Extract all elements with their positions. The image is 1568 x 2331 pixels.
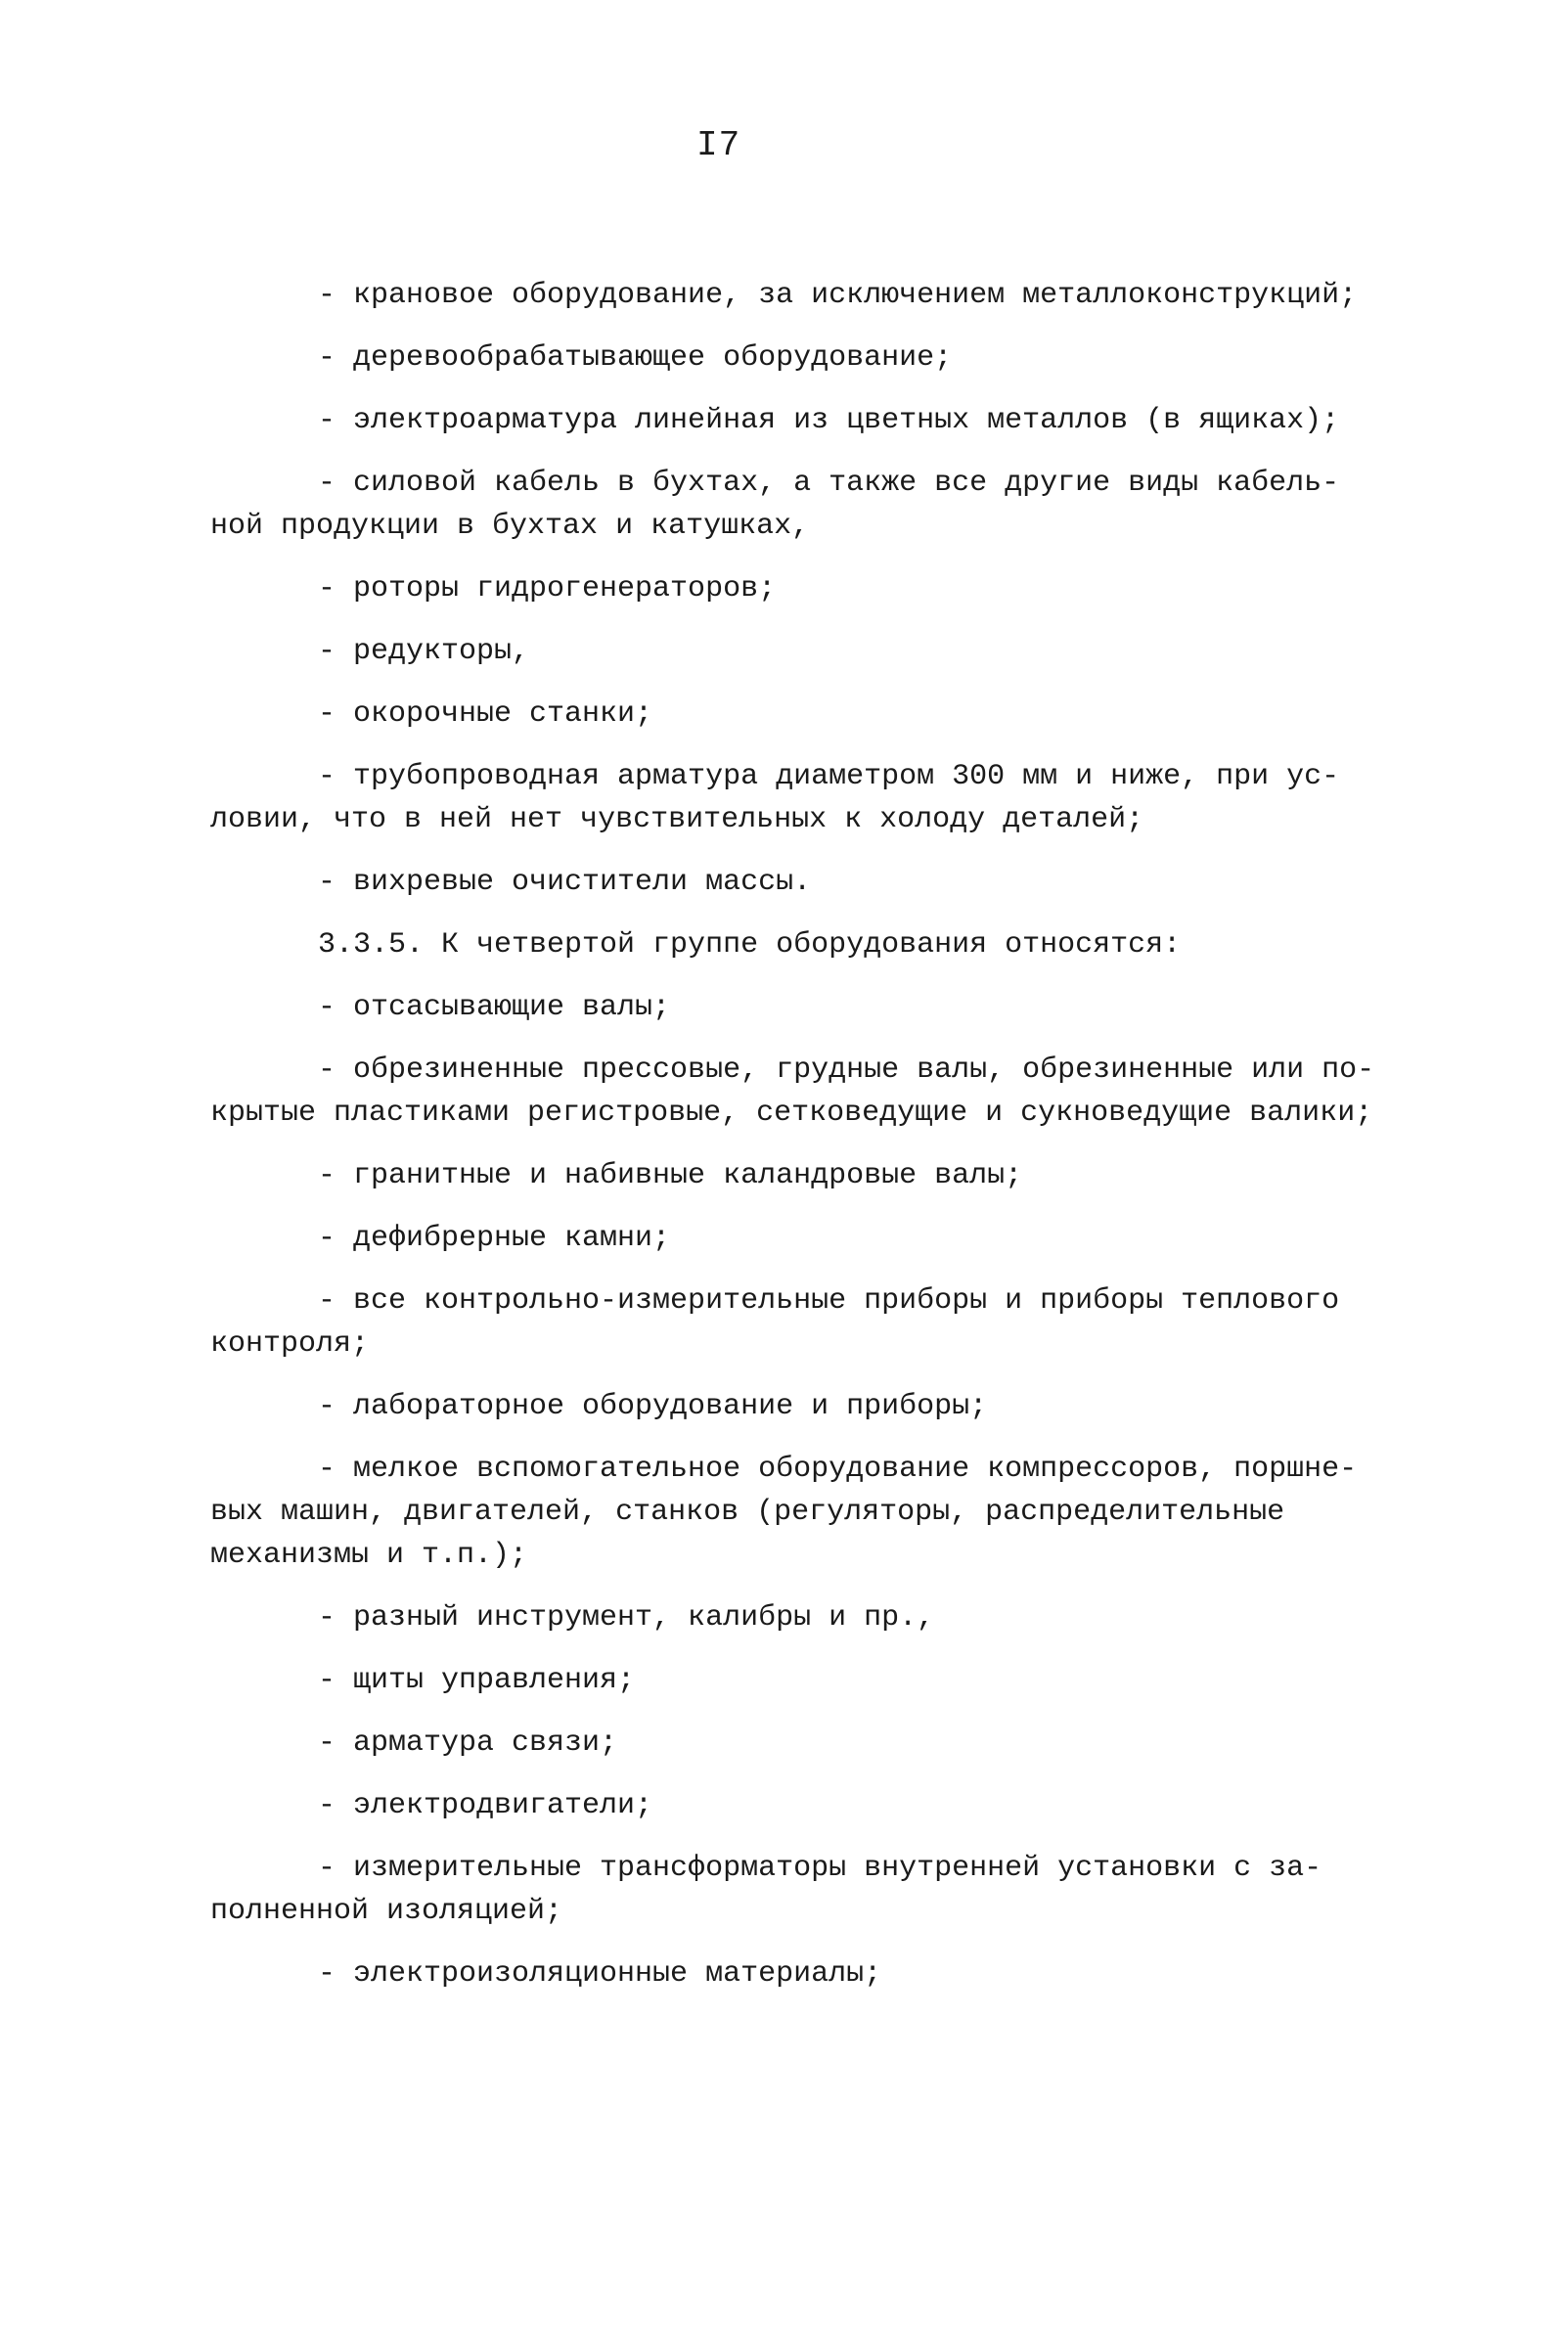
list-item-continuation: механизмы и т.п.);: [210, 1539, 528, 1572]
list-item: - гранитные и набивные каландровые валы;: [318, 1159, 1023, 1192]
list-item-continuation: полненной изоляцией;: [210, 1895, 563, 1928]
list-item: - крановое оборудование, за исключением металлоконструкций;: [318, 279, 1358, 312]
list-item-continuation: вых машин, двигателей, станков (регуляторы, распределительные: [210, 1496, 1285, 1529]
list-item: - трубопроводная арматура диаметром 300 мм и ниже, при ус-: [318, 760, 1340, 793]
list-item: - дефибрерные камни;: [318, 1222, 671, 1255]
list-item: - электроарматура линейная из цветных металлов (в ящиках);: [318, 404, 1340, 437]
list-item: - арматура связи;: [318, 1726, 618, 1760]
list-item: - окорочные станки;: [318, 697, 653, 731]
list-item: - силовой кабель в бухтах, а также все другие виды кабель-: [318, 467, 1340, 500]
list-item-continuation: контроля;: [210, 1327, 370, 1361]
document-body: [210, 274, 1375, 1995]
list-item: - деревообрабатывающее оборудование;: [318, 341, 953, 375]
list-item: - лабораторное оборудование и приборы;: [318, 1390, 988, 1423]
list-item: - вихревые очистители массы.: [318, 866, 812, 899]
list-item: - роторы гидрогенераторов;: [318, 572, 777, 605]
list-item: - мелкое вспомогательное оборудование компрессоров, поршне-: [318, 1453, 1358, 1486]
list-item: - разный инструмент, калибры и пр.,: [318, 1601, 935, 1635]
list-item-continuation: крытые пластиками регистровые, сетковедущие и сукноведущие валики;: [210, 1097, 1373, 1130]
list-item-continuation: ной продукции в бухтах и катушках,: [210, 510, 810, 543]
section-heading: 3.3.5. К четвертой группе оборудования относятся:: [318, 928, 1182, 962]
list-item: - электродвигатели;: [318, 1789, 653, 1822]
list-item: - редукторы,: [318, 635, 530, 668]
page-number: I7: [696, 125, 741, 165]
list-item-continuation: ловии, что в ней нет чувствительных к холоду деталей;: [210, 803, 1144, 836]
list-item: - щиты управления;: [318, 1664, 636, 1697]
list-item: - измерительные трансформаторы внутренней установки с за-: [318, 1852, 1322, 1885]
list-item: - электроизоляционные материалы;: [318, 1957, 882, 1991]
list-item: - все контрольно-измерительные приборы и приборы теплового: [318, 1284, 1340, 1318]
list-item: - обрезиненные прессовые, грудные валы, обрезиненные или по-: [318, 1053, 1375, 1087]
list-item: - отсасывающие валы;: [318, 991, 671, 1024]
